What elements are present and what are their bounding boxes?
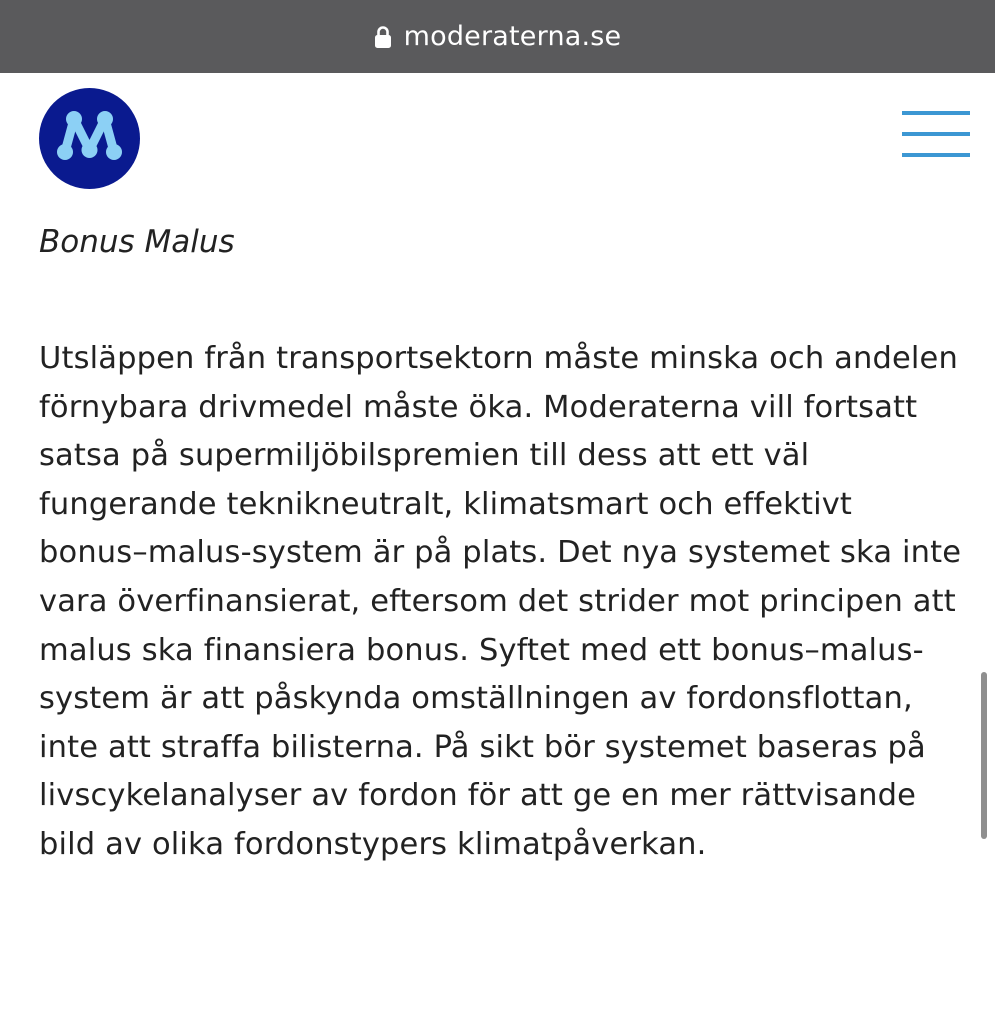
browser-address-bar[interactable] [0,0,995,73]
url-text: moderaterna.se [403,21,622,52]
hamburger-menu-icon[interactable] [902,111,970,161]
address-bar-content [374,21,622,52]
lock-icon [374,25,392,49]
site-header [0,73,995,203]
scrollbar[interactable] [981,672,987,839]
article-body: Utsläppen från transportsektorn måste minska och andelen förnybara drivmedel måste öka. Moderaterna vill fortsatt satsa på supermiljöbilspremien till dess att ett väl fungerande teknikneutralt, klimatsmart och effektivt bonus–malus-system är på plats. Det nya systemet ska inte vara överfinansierat, eftersom det strider mot principen att malus ska finansiera bonus. Syftet med ett bonus–malus-system är att påskynda omställningen av fordonsflottan, inte att straffa bilisterna. På sikt bör systemet baseras på livscykelanalyser av fordon för att ge en mer rättvisande bild av olika fordonstypers klimatpåverkan. [39,341,962,862]
menu-line [902,153,970,157]
menu-line [902,111,970,115]
article-title: Bonus Malus [39,224,235,260]
moderaterna-logo-icon[interactable] [39,88,140,189]
menu-line [902,132,970,136]
